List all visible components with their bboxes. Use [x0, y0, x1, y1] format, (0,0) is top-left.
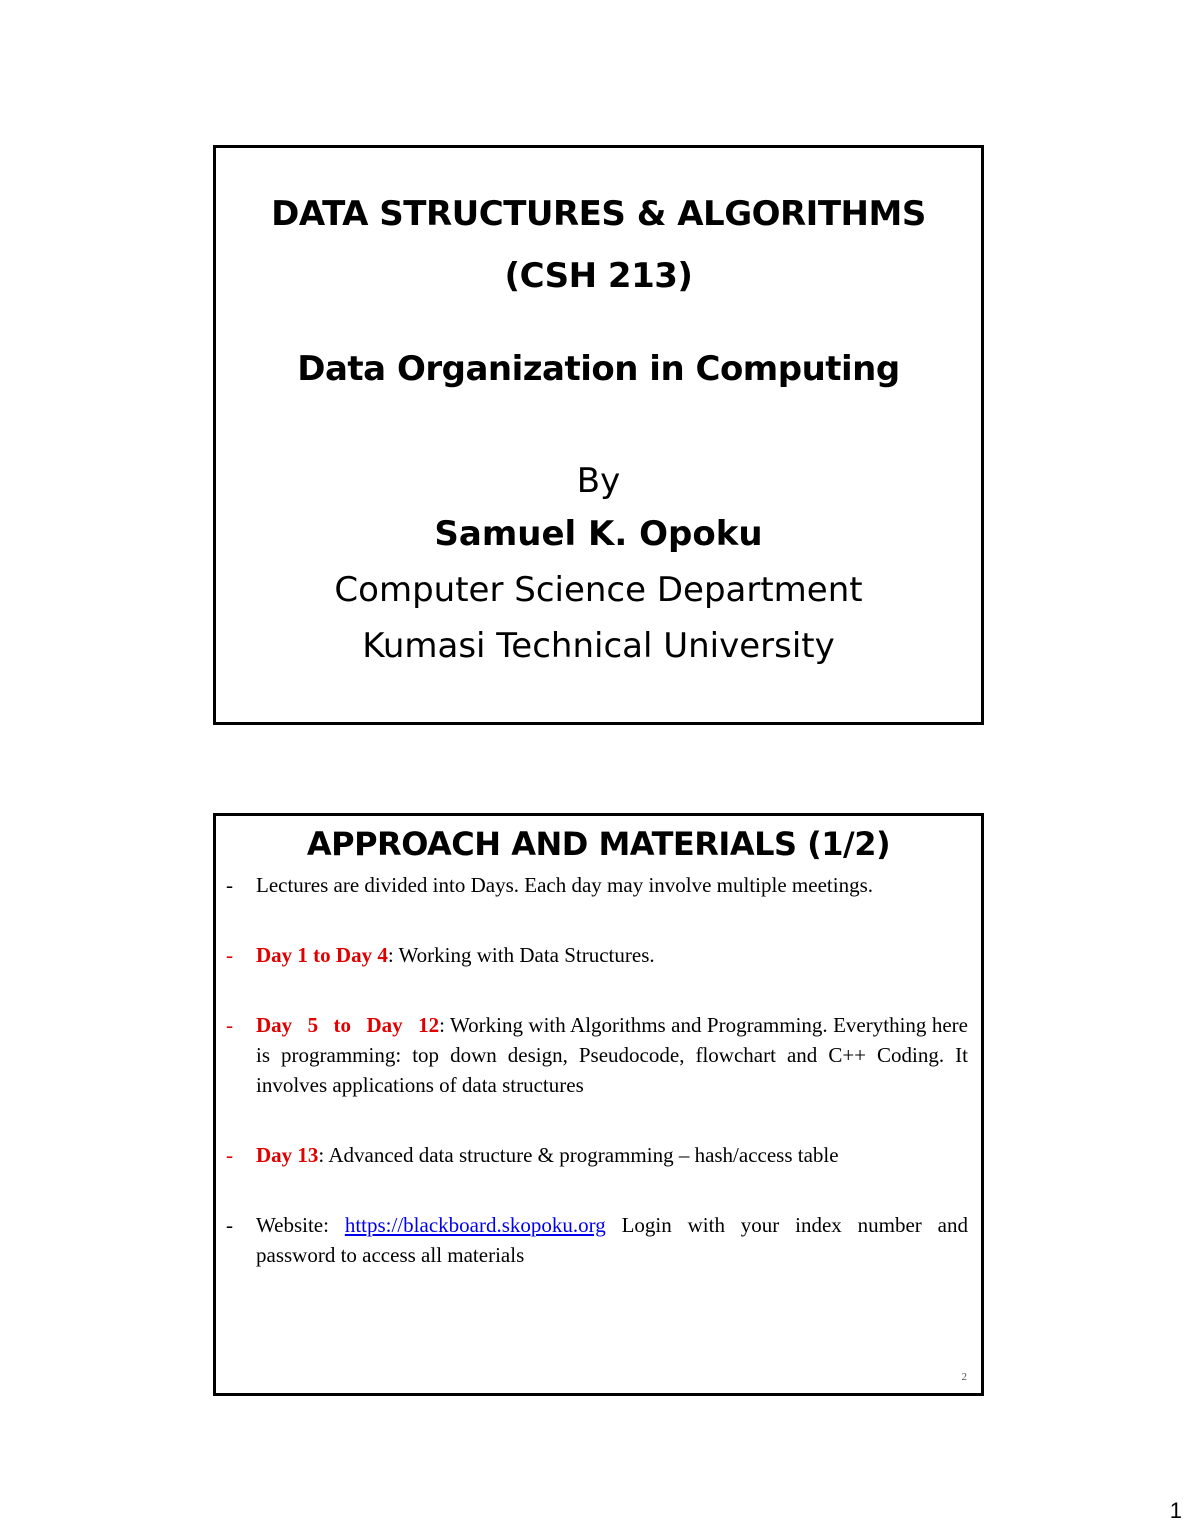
list-item — [226, 940, 968, 970]
bullet-text: Login with your index number and password to access all materials — [256, 1213, 968, 1267]
by-label: By — [576, 461, 621, 501]
lecture-subtitle: Data Organization in Computing — [297, 349, 900, 389]
list-item — [226, 1140, 968, 1170]
slide-approach — [213, 813, 984, 1396]
list-item — [226, 1210, 968, 1270]
bullet-dash: - — [226, 873, 233, 897]
slide-title — [213, 145, 984, 725]
author-name: Samuel K. Opoku — [434, 514, 763, 554]
affiliation — [216, 562, 981, 674]
day-range-label: Day 1 to Day 4 — [256, 943, 388, 967]
bullet-dash: - — [226, 1143, 233, 1167]
website-prefix: Website: — [256, 1213, 345, 1237]
page-number: 1 — [1169, 1498, 1182, 1523]
course-title — [216, 183, 981, 307]
day-range-label: Day 5 to Day 12 — [256, 1013, 440, 1037]
day-range-label: Day 13 — [256, 1143, 319, 1167]
list-item — [226, 870, 968, 900]
slide-heading: APPROACH AND MATERIALS (1/2) — [306, 825, 891, 863]
website-link[interactable]: https://blackboard.skopoku.org — [344, 1213, 606, 1237]
slide-number: 2 — [961, 1371, 967, 1383]
course-code: (CSH 213) — [504, 256, 693, 296]
department: Computer Science Department — [334, 570, 863, 610]
course-title-line1: DATA STRUCTURES & ALGORITHMS — [271, 194, 926, 234]
list-item — [226, 1010, 968, 1100]
bullet-text: : Working with Algorithms and Programming. Everything here is programming: top down design, Pseudocode, flowchart and C++ Coding. It involves applications of data structures — [256, 1013, 968, 1097]
bullet-dash: - — [226, 1013, 233, 1037]
bullet-dash: - — [226, 943, 233, 967]
bullet-text: : Working with Data Structures. — [387, 943, 655, 967]
bullet-list — [226, 870, 968, 1270]
bullet-text: Lectures are divided into Days. Each day may involve multiple meetings. — [256, 873, 873, 897]
bullet-dash: - — [226, 1213, 233, 1237]
bullet-text: : Advanced data structure & programming – hash/access table — [318, 1143, 839, 1167]
university: Kumasi Technical University — [362, 626, 835, 666]
